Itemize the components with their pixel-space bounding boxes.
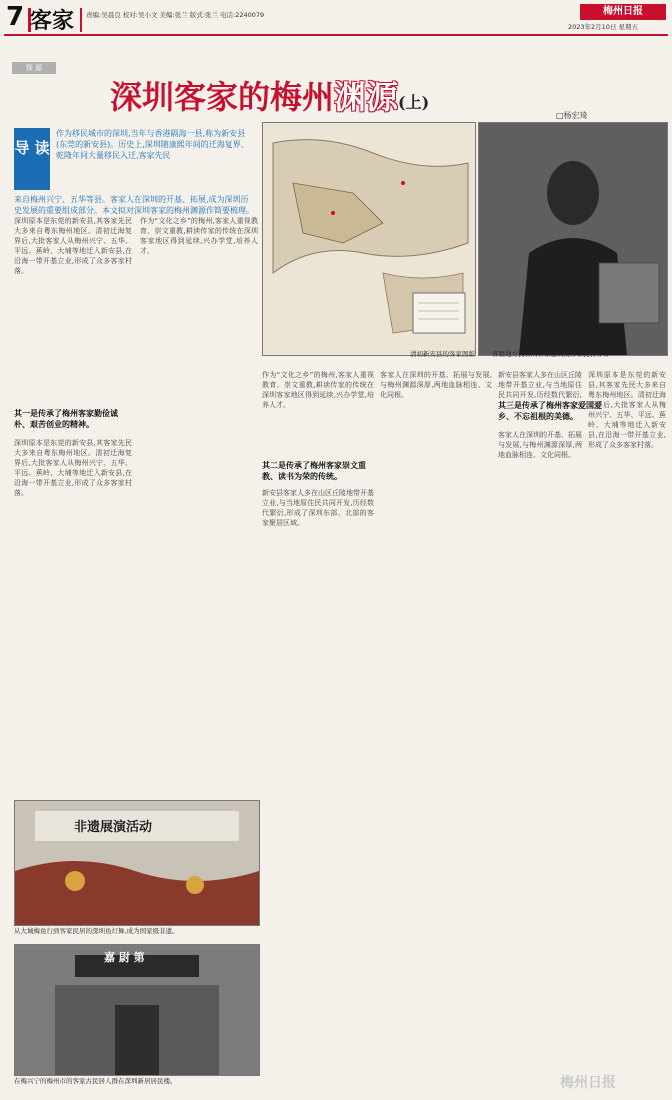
- section-name: 客家: [30, 8, 75, 34]
- article-col-4: 客家人在深圳的开基、拓展与发展,与梅州渊源深厚,两地血脉相连、文化同根。: [380, 371, 492, 399]
- headline: [110, 72, 429, 118]
- headline-highlight: 渊源: [334, 78, 399, 116]
- article-col-1b: 深圳原本是东莞的新安县,其客家先民大多来自粤东梅州地区。清初迁海复界后,大批客家人从梅州兴宁、五华、平远、蕉岭、大埔等地迁入新安县,在沿海一带开基立业,形成了众多客家村落。: [14, 439, 132, 497]
- watermark: 梅州日报: [560, 1075, 616, 1091]
- header-divider: [80, 8, 82, 32]
- portrait-photo: [478, 122, 668, 356]
- header-rule: [4, 34, 668, 36]
- article-col-5a: 新安县客家人多在山区丘陵地带开基立业,与当地原住民共同开发,历经数代繁衍,: [498, 371, 582, 398]
- column-label: 探 源: [12, 62, 56, 74]
- map-illustration: [263, 123, 475, 355]
- article-col-5: 客家人在深圳的开基、拓展与发展,与梅州渊源深厚,两地血脉相连、文化同根。: [498, 431, 582, 459]
- article-col-1: 深圳原本是东莞的新安县,其客家先民大多来自粤东梅州地区。清初迁海复界后,大批客家人从梅州兴宁、五华、平远、蕉岭、大埔等地迁入新安县,在沿海一带开基立业,形成了众多客家村落。: [14, 217, 132, 275]
- editors-line: 责编:吴晨良 校对:吴小文 美编:张兰 版式:张兰 电话:2240079: [86, 11, 265, 19]
- lead-text: 作为移民城市的深圳,当年与香港隔海一县,称为新安县(东莞的新安县)。历史上,深圳随康熙年间的迁海复界、乾隆年间大量移民入迁,客家先民: [56, 129, 249, 160]
- building-sign: 嘉 尉 第: [104, 951, 145, 964]
- event-banner: 非遗展演活动: [74, 820, 153, 835]
- article-col-3a: 作为“文化之乡”的梅州,客家人重视教育、崇文重教,耕读传家的传统在深圳客家地区得到延续,兴办学堂,培养人才。: [262, 371, 374, 409]
- page-number: 7: [6, 2, 25, 32]
- lead-label: 导 读: [14, 128, 50, 190]
- paper-logo: 梅州日报: [580, 4, 666, 20]
- article-col-2: 作为“文化之乡”的梅州,客家人重视教育、崇文重教,耕读传家的传统在深圳客家地区得到延续,兴办学堂,培养人才。: [140, 217, 258, 255]
- portrait-illustration: [479, 123, 667, 355]
- issue-date: 2023年2月10日 星期五: [568, 23, 639, 31]
- map-caption: 清初新安县的客家图版: [410, 350, 475, 358]
- historical-map: [262, 122, 476, 356]
- headline-part: (上): [398, 93, 430, 112]
- subheading-1: 其一是传承了梅州客家勤俭诚朴、艰苦创业的精神。: [14, 409, 118, 429]
- subheading-2: 其二是传承了梅州客家崇文重教、读书为荣的传统。: [262, 461, 366, 481]
- building-caption: 在梅兴宁的梅州市的客家古民居人群在深圳新居居民楼。: [14, 1077, 177, 1085]
- article-col-6: 深圳原本是东莞的新安县,其客家先民大多来自粤东梅州地区。清初迁海复界后,大批客家人从梅州兴宁、五华、平远、蕉岭、大埔等地迁入新安县,在沿海一带开基立业,形成了众多客家村落。: [588, 371, 666, 449]
- portrait-caption: 客籍地方民居的客家建筑及客家民居分布: [492, 350, 609, 358]
- article-col-3: 新安县客家人多在山区丘陵地带开基立业,与当地原住民共同开发,历经数代繁衍,形成了深圳东部、北部的客家聚居区域。: [262, 489, 374, 527]
- event-caption: 从大城梅鱼行到客家民居的深圳鱼灯舞,成为国家级非遗。: [14, 927, 179, 935]
- lead-text-continued: 来自梅州兴宁、五华等县。客家人在深圳的开基、拓展,成为深圳历史发展的重要组成部分。本文拟对深圳客家的梅州渊源作简要梳理。: [14, 195, 254, 215]
- byline: □杨宏琦: [556, 111, 588, 120]
- subheading-3: 其三是传承了梅州客家爱国爱乡、不忘祖根的美德。: [498, 401, 602, 421]
- headline-main: 深圳客家的梅州: [110, 78, 335, 116]
